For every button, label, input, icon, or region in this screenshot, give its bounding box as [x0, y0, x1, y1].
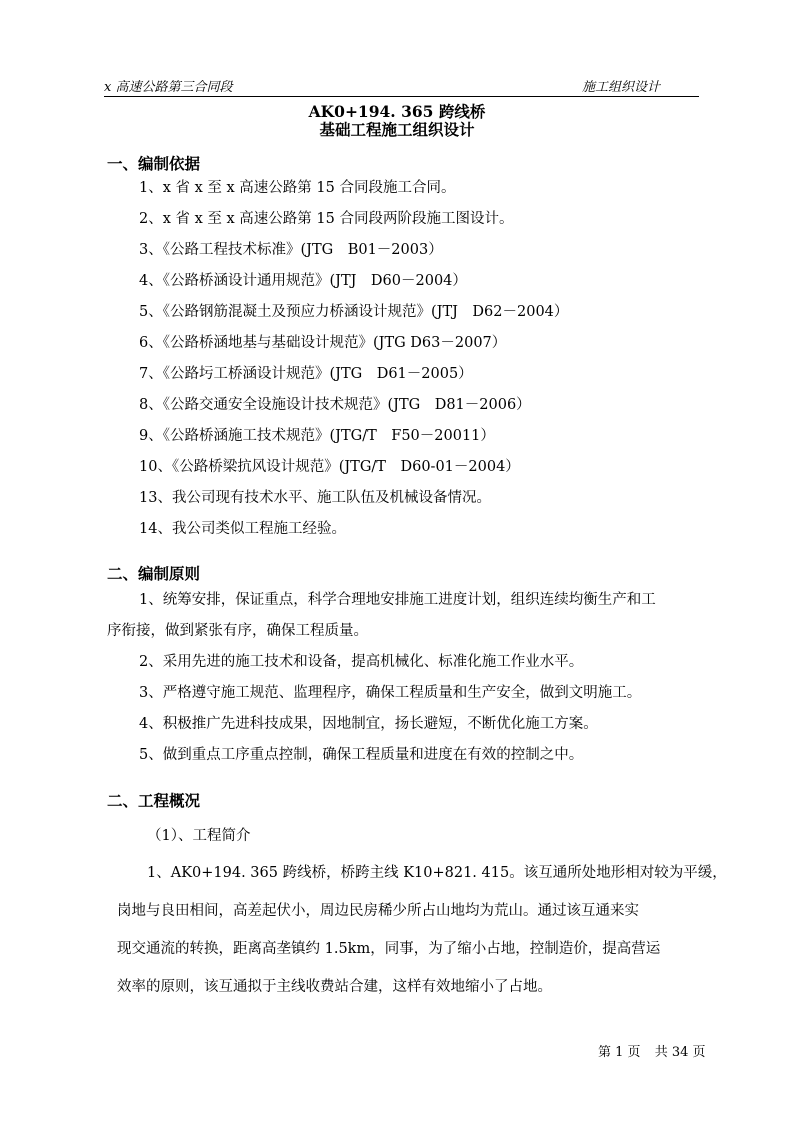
header-project-name: x 高速公路第三合同段 [104, 80, 233, 95]
page-number: 第 1 页 [598, 1045, 641, 1060]
list-item: 8、《公路交通安全设施设计技术规范》(JTG D81－2006） [139, 397, 531, 413]
list-item: 13、我公司现有技术水平、施工队伍及机械设备情况。 [139, 490, 491, 506]
sub-heading: （1）、工程简介 [147, 828, 251, 844]
paragraph-line: 现交通流的转换，距离高垄镇约 1.5km，同事，为了缩小占地，控制造价，提高营运 [117, 941, 661, 957]
list-item: 9、《公路桥涵施工技术规范》(JTG/T F50－20011） [139, 428, 495, 444]
paragraph-line: 2、采用先进的施工技术和设备，提高机械化、标准化施工作业水平。 [139, 654, 584, 670]
section-heading-overview: 二、工程概况 [107, 791, 201, 810]
list-item: 2、x 省 x 至 x 高速公路第 15 合同段两阶段施工图设计。 [139, 211, 514, 227]
paragraph-line: 4、积极推广先进科技成果，因地制宜，扬长避短，不断优化施工方案。 [139, 716, 598, 732]
list-item: 1、x 省 x 至 x 高速公路第 15 合同段施工合同。 [139, 180, 456, 196]
header-doc-type: 施工组织设计 [582, 80, 661, 95]
section-heading-basis: 一、编制依据 [107, 154, 201, 173]
list-item: 10、《公路桥梁抗风设计规范》(JTG/T D60-01－2004） [139, 459, 520, 475]
paragraph-line: 5、做到重点工序重点控制，确保工程质量和进度在有效的控制之中。 [139, 747, 584, 763]
list-item: 4、《公路桥涵设计通用规范》(JTJ D60－2004） [139, 273, 467, 289]
page-header [104, 74, 699, 97]
list-item: 3、《公路工程技术标准》(JTG B01－2003） [139, 242, 443, 258]
list-item: 14、我公司类似工程施工经验。 [139, 521, 346, 537]
list-item: 7、《公路圬工桥涵设计规范》(JTG D61－2005） [139, 366, 473, 382]
document-subtitle: 基础工程施工组织设计 [319, 120, 475, 139]
paragraph-line: 3、严格遵守施工规范、监理程序，确保工程质量和生产安全，做到文明施工。 [139, 685, 642, 701]
paragraph-line: 1、AK0+194. 365 跨线桥，桥跨主线 K10+821. 415。该互通所处地形相对较为平缓， [147, 865, 727, 881]
list-item: 6、《公路桥涵地基与基础设计规范》(JTG D63－2007） [139, 335, 507, 351]
paragraph-line: 效率的原则，该互通拟于主线收费站合建，这样有效地缩小了占地。 [117, 979, 552, 995]
page-footer [598, 1041, 706, 1060]
section-heading-principles: 二、编制原则 [107, 564, 201, 583]
paragraph-line: 序衔接，做到紧张有序，确保工程质量。 [107, 623, 368, 639]
page-total: 共 34 页 [654, 1045, 706, 1060]
document-title: AK0+194. 365 跨线桥 [308, 102, 486, 121]
paragraph-line: 岗地与良田相间，高差起伏小，周边民房稀少所占山地均为荒山。通过该互通来实 [117, 903, 639, 919]
paragraph-line: 1、统筹安排，保证重点，科学合理地安排施工进度计划，组织连续均衡生产和工 [139, 592, 656, 608]
list-item: 5、《公路钢筋混凝土及预应力桥涵设计规范》(JTJ D62－2004） [139, 304, 569, 320]
